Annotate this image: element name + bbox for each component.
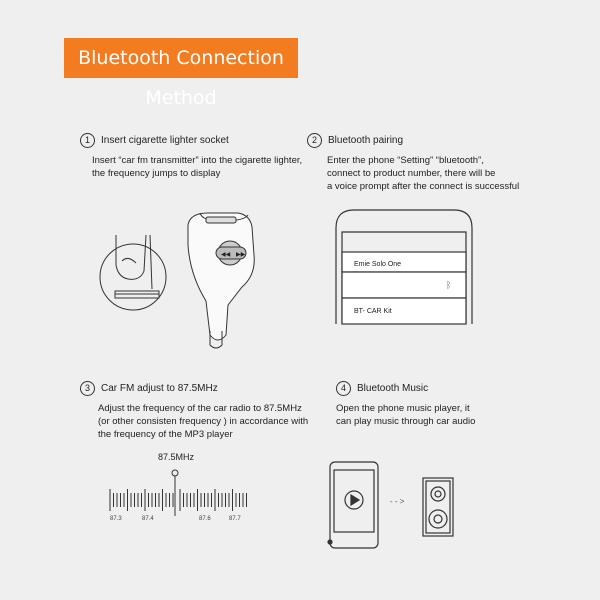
tick-label: 87.6 (199, 516, 211, 522)
arrow-icon: - - > (390, 497, 405, 506)
banner-title: Bluetooth Connection Method (64, 38, 298, 78)
step-2-number: 2 (307, 133, 322, 148)
step-4-desc-line: Open the phone music player, it (336, 403, 470, 414)
device-list-item: BT- CAR Kit (354, 308, 392, 315)
step-1-desc-line: the frequency jumps to display (92, 168, 221, 179)
step-4-title: Bluetooth Music (357, 383, 429, 394)
step-2-desc-line: a voice prompt after the connect is successful (327, 181, 520, 192)
magnify-circle (100, 244, 166, 310)
step-2-desc-line: Enter the phone “Setting” “bluetooth”, (327, 155, 484, 166)
step-3-title: Car FM adjust to 87.5MHz (101, 383, 218, 394)
device-list-item: Emie Solo One (354, 261, 402, 268)
step-3-number: 3 (80, 381, 95, 396)
tuner-marker (172, 470, 178, 476)
tick-label: 87.4 (142, 516, 154, 522)
bluetooth-icon: ᛒ (446, 280, 452, 290)
svg-text:◀◀: ◀◀ (221, 252, 231, 258)
phone-bluetooth-list (334, 208, 474, 328)
phone-outline (330, 462, 378, 548)
step-3-desc-line: Adjust the frequency of the car radio to 87.5MHz (98, 403, 302, 414)
hand-icon (116, 235, 146, 279)
step-2-title: Bluetooth pairing (328, 135, 404, 146)
step-4 (336, 381, 475, 428)
step-1-title: Insert cigarette lighter socket (101, 135, 229, 146)
tick-label: 87.7 (229, 516, 241, 522)
svg-text:▶▶: ▶▶ (236, 252, 246, 258)
music-illustration (326, 458, 476, 552)
step-3 (80, 381, 308, 441)
step-4-desc-line: can play music through car audio (336, 416, 476, 427)
step-1 (80, 133, 302, 180)
car-charger-illustration (98, 205, 268, 355)
radio-tuner (100, 450, 260, 530)
tick-label: 87.3 (110, 516, 122, 522)
step-1-desc-line: Insert “car fm transmitter” into the cigarette lighter, (92, 155, 303, 166)
step-2-desc-line: connect to product number, there will be (327, 168, 496, 179)
step-2 (307, 133, 519, 193)
step-3-desc-line: (or other consisten frequency ) in accordance with (98, 416, 309, 427)
step-1-number: 1 (80, 133, 95, 148)
step-3-desc-line: the frequency of the MP3 player (98, 429, 233, 440)
frequency-label: 87.5MHz (158, 452, 195, 462)
tuner-scale (110, 489, 247, 511)
charger-body (188, 213, 254, 340)
step-4-number: 4 (336, 381, 351, 396)
